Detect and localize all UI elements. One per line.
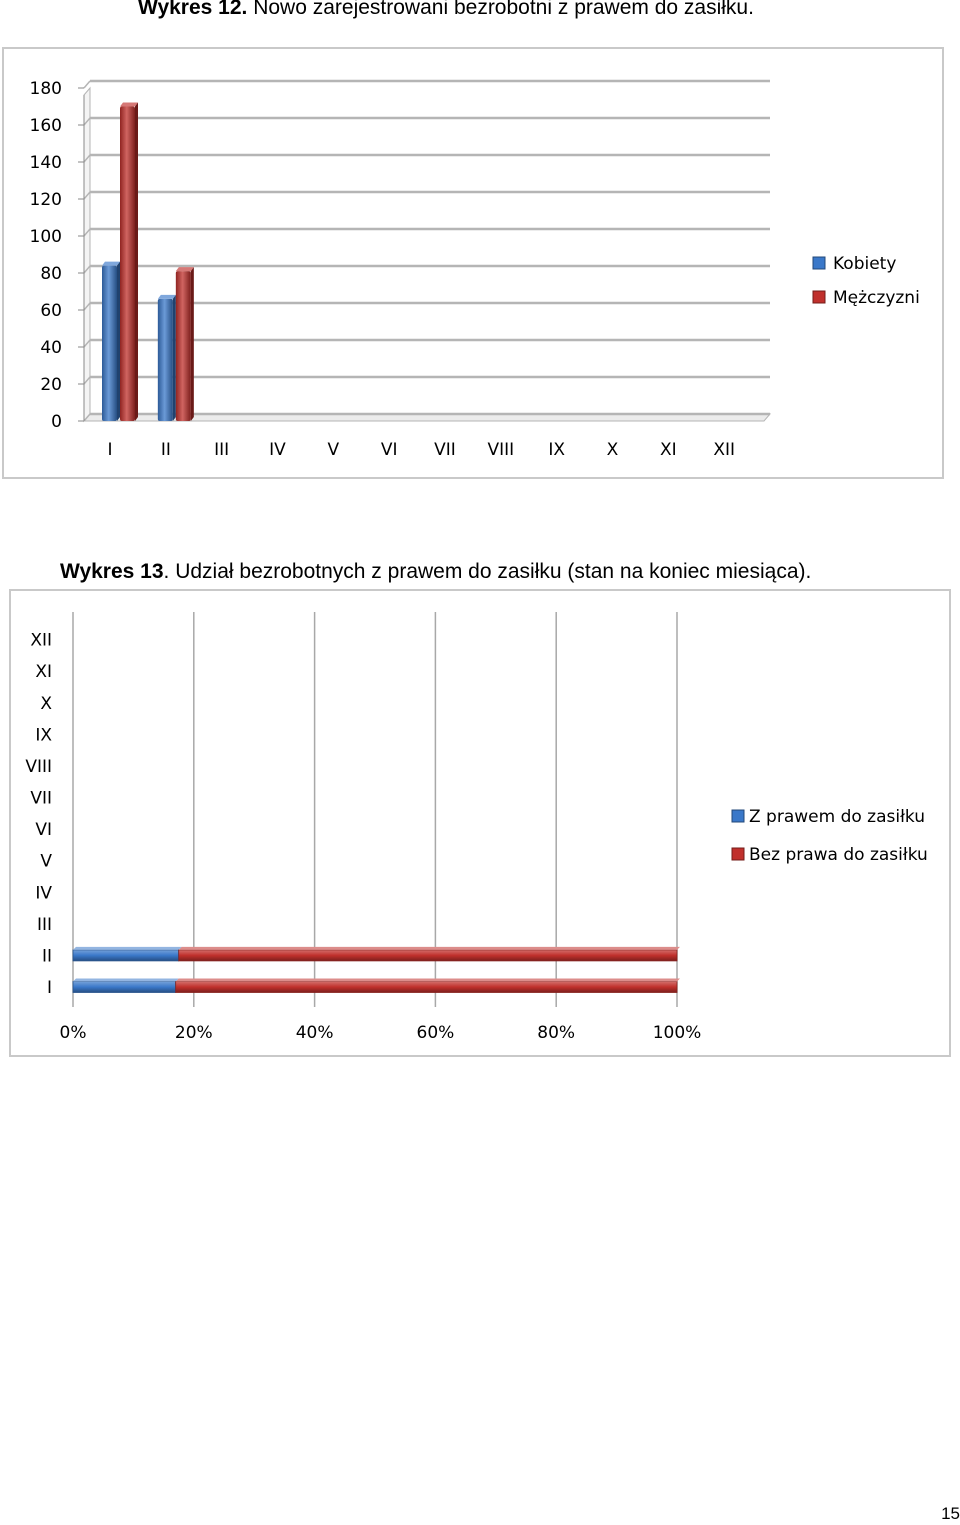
chart13-xtick-label: 80% bbox=[537, 1023, 576, 1043]
chart12-xtick-label: II bbox=[160, 440, 171, 460]
chart12-caption bbox=[138, 0, 754, 20]
chart12-legend-label: Mężczyzni bbox=[833, 288, 920, 308]
chart13-ytick-label: VII bbox=[30, 788, 52, 809]
chart13-xtick-label: 60% bbox=[416, 1023, 455, 1043]
chart13-ytick-label: IX bbox=[35, 725, 52, 746]
chart12-legend-swatch bbox=[813, 257, 825, 269]
chart12-xtick-label: X bbox=[606, 440, 619, 460]
chart13-ytick-label: V bbox=[40, 851, 52, 872]
chart13-legend-label: Bez prawa do zasiłku bbox=[749, 845, 928, 865]
chart12-caption-prefix: Wykres 12. bbox=[138, 0, 248, 19]
page-number: 15 bbox=[941, 1504, 960, 1523]
chart12-xtick-label: XI bbox=[659, 440, 677, 460]
chart12-ytick-label: 60 bbox=[40, 301, 62, 321]
chart13-svg bbox=[11, 591, 949, 1055]
chart12-side-wall bbox=[84, 88, 90, 421]
chart13-caption bbox=[60, 560, 811, 584]
chart13-ytick-label: VI bbox=[35, 820, 52, 841]
chart13-ytick-label: I bbox=[46, 978, 52, 998]
chart12-caption-text: Nowo zarejestrowani bezrobotni z prawem do zasiłku. bbox=[253, 0, 754, 19]
chart13-bar-segment bbox=[179, 947, 680, 961]
chart12-bar bbox=[120, 103, 138, 422]
chart12-ytick-label: 80 bbox=[40, 264, 62, 284]
chart12-bar bbox=[158, 295, 176, 421]
chart13-xtick-label: 40% bbox=[295, 1023, 334, 1043]
chart12-frame bbox=[2, 47, 944, 479]
chart12-ytick-label: 20 bbox=[40, 375, 62, 395]
chart12-legend-swatch bbox=[813, 291, 825, 303]
chart13-caption-text: . Udział bezrobotnych z prawem do zasiłku (stan na koniec miesiąca). bbox=[163, 560, 812, 583]
chart12-xtick-label: V bbox=[327, 440, 340, 460]
chart12-xtick-label: VIII bbox=[487, 440, 515, 460]
chart13-bar-segment bbox=[73, 947, 182, 961]
chart12-legend-item bbox=[813, 288, 920, 308]
chart13-ytick-label: X bbox=[40, 693, 52, 714]
chart13-ytick-label: VIII bbox=[25, 756, 52, 777]
chart12-bar bbox=[176, 267, 194, 421]
chart13-legend-item bbox=[732, 807, 925, 827]
chart12-svg bbox=[4, 49, 942, 477]
chart12-xtick-label: VII bbox=[434, 440, 456, 460]
chart13-frame bbox=[9, 589, 951, 1057]
chart13-bar-segment bbox=[73, 979, 179, 993]
chart12-legend-label: Kobiety bbox=[833, 254, 897, 274]
chart12-ytick-label: 40 bbox=[40, 338, 62, 358]
chart13-ytick-label: III bbox=[36, 914, 52, 935]
chart12-xtick-label: VI bbox=[380, 440, 398, 460]
chart13-xtick-label: 20% bbox=[174, 1023, 213, 1043]
chart12-xtick-label: IX bbox=[548, 440, 566, 460]
chart12-ytick-label: 140 bbox=[29, 153, 62, 173]
chart13-legend-swatch bbox=[732, 848, 744, 860]
chart12-xtick-label: IV bbox=[269, 440, 286, 460]
chart12-ytick-label: 180 bbox=[29, 79, 62, 99]
chart12-ytick-label: 120 bbox=[29, 190, 62, 210]
chart12-bar bbox=[102, 262, 120, 421]
chart13-legend-label: Z prawem do zasiłku bbox=[749, 807, 926, 827]
chart13-ytick-label: XII bbox=[30, 630, 52, 651]
chart13-caption-prefix: Wykres 13 bbox=[60, 560, 164, 583]
chart13-xtick-label: 0% bbox=[59, 1023, 87, 1043]
chart12-gridline-depth bbox=[84, 81, 90, 88]
chart13-bar-segment bbox=[176, 979, 680, 993]
chart13-legend-item bbox=[732, 845, 928, 865]
chart12-ytick-label: 100 bbox=[29, 227, 62, 247]
chart12-xtick-label: III bbox=[214, 440, 230, 460]
chart13-ytick-label: XI bbox=[35, 662, 52, 683]
chart12-ytick-label: 0 bbox=[51, 412, 62, 432]
chart13-legend-swatch bbox=[732, 810, 744, 822]
chart13-xtick-label: 100% bbox=[652, 1023, 702, 1043]
chart12-xtick-label: I bbox=[107, 440, 113, 460]
chart12-legend-item bbox=[813, 254, 896, 274]
chart12-ytick-label: 160 bbox=[29, 116, 62, 136]
chart13-ytick-label: II bbox=[41, 946, 52, 967]
chart12-xtick-label: XII bbox=[713, 440, 736, 460]
chart13-ytick-label: IV bbox=[35, 883, 52, 904]
